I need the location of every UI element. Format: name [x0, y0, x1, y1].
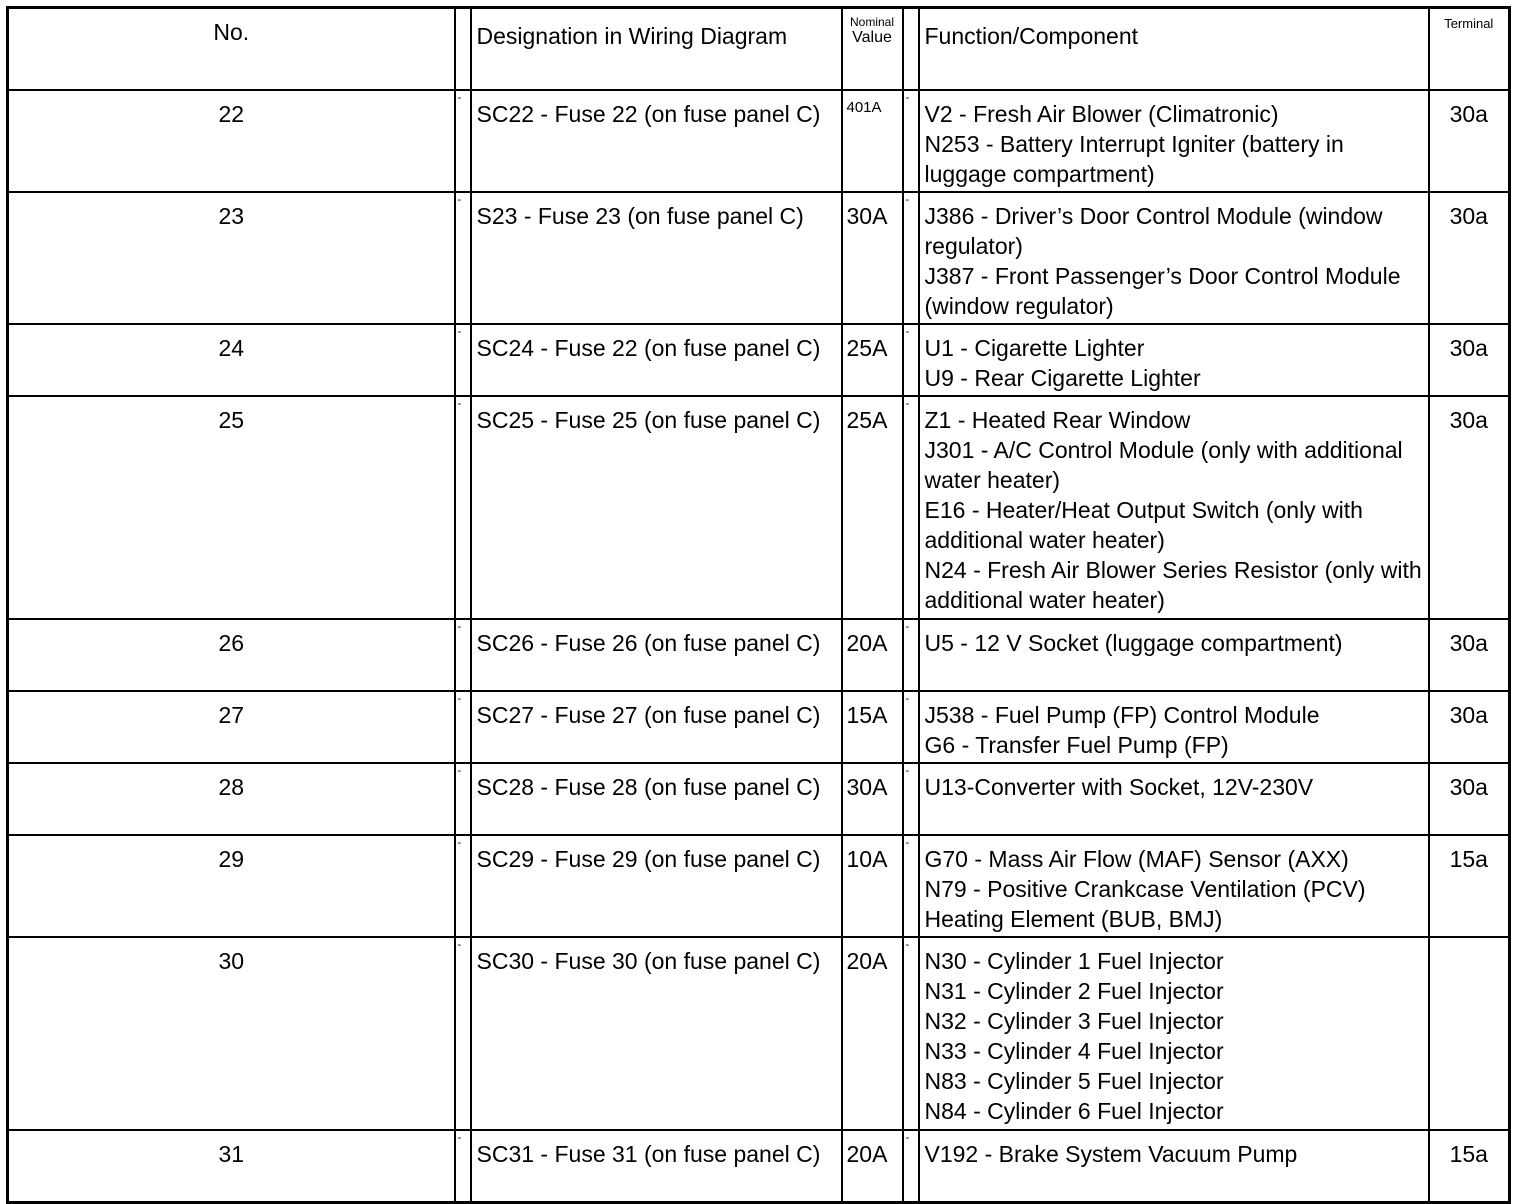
- component-entry: E16 - Heater/Heat Output Switch (only with additional water heater): [924, 497, 1363, 553]
- tick-mark: -: [457, 326, 462, 338]
- spacer-cell: [903, 835, 919, 937]
- component-entry: U13-Converter with Socket, 12V-230V: [924, 774, 1314, 800]
- tick-mark: -: [905, 939, 910, 951]
- fuse-number: 25: [8, 396, 455, 619]
- tick-mark: -: [905, 621, 910, 633]
- spacer-cell: [455, 835, 471, 937]
- terminal-cell: 30a: [1429, 396, 1510, 619]
- fuse-number: 29: [8, 835, 455, 937]
- fuse-number: 30: [8, 937, 455, 1130]
- fuse-number: 23: [8, 192, 455, 324]
- designation-cell: SC28 - Fuse 28 (on fuse panel C): [471, 763, 842, 835]
- tick-mark: -: [457, 398, 462, 410]
- spacer-cell: [903, 1130, 919, 1202]
- header-nominal-line2: Value: [852, 29, 892, 46]
- spacer-cell: [455, 763, 471, 835]
- component-entry: N33 - Cylinder 4 Fuel Injector: [924, 1038, 1224, 1064]
- function-cell: [919, 619, 1429, 691]
- designation-cell: SC25 - Fuse 25 (on fuse panel C): [471, 396, 842, 619]
- table-row: [8, 396, 1510, 619]
- spacer-cell: [903, 619, 919, 691]
- tick-mark: -: [905, 398, 910, 410]
- header-no: No.: [8, 8, 455, 91]
- spacer-cell: [455, 937, 471, 1130]
- tick-mark: -: [457, 939, 462, 951]
- header-nominal-value: [842, 8, 903, 91]
- designation-cell: SC30 - Fuse 30 (on fuse panel C): [471, 937, 842, 1130]
- spacer-cell: [903, 396, 919, 619]
- component-entry: Z1 - Heated Rear Window: [924, 407, 1191, 433]
- designation-cell: S23 - Fuse 23 (on fuse panel C): [471, 192, 842, 324]
- tick-mark: -: [457, 1132, 462, 1144]
- spacer-cell: [455, 192, 471, 324]
- fuse-table: [6, 6, 1511, 1204]
- nominal-value-cell: 10A: [842, 835, 903, 937]
- spacer-cell: [903, 324, 919, 396]
- designation-cell: SC31 - Fuse 31 (on fuse panel C): [471, 1130, 842, 1202]
- designation-cell: SC24 - Fuse 22 (on fuse panel C): [471, 324, 842, 396]
- header-nominal-line1: Nominal: [849, 15, 894, 29]
- function-cell: [919, 763, 1429, 835]
- terminal-cell: 30a: [1429, 192, 1510, 324]
- nominal-value-cell: 20A: [842, 619, 903, 691]
- component-entry: N253 - Battery Interrupt Igniter (battery in luggage compartment): [924, 131, 1344, 187]
- tick-mark: -: [905, 693, 910, 705]
- tick-mark: -: [457, 621, 462, 633]
- component-entry: N31 - Cylinder 2 Fuel Injector: [924, 978, 1224, 1004]
- component-entry: J386 - Driver’s Door Control Module (window regulator): [924, 203, 1383, 259]
- component-entry: J538 - Fuel Pump (FP) Control Module: [924, 702, 1320, 728]
- component-entry: V192 - Brake System Vacuum Pump: [924, 1141, 1298, 1167]
- fuse-number: 22: [8, 90, 455, 192]
- fuse-number: 31: [8, 1130, 455, 1202]
- spacer-cell: [455, 324, 471, 396]
- nominal-value-cell: 15A: [842, 691, 903, 763]
- nominal-value-cell: 30A: [842, 192, 903, 324]
- spacer-cell: [455, 396, 471, 619]
- nominal-value-cell: 20A: [842, 1130, 903, 1202]
- function-cell: [919, 396, 1429, 619]
- spacer-cell: [455, 691, 471, 763]
- tick-mark: -: [457, 765, 462, 777]
- component-entry: N24 - Fresh Air Blower Series Resistor (only with additional water heater): [924, 557, 1422, 613]
- tick-mark: -: [457, 837, 462, 849]
- fuse-number: 24: [8, 324, 455, 396]
- table-row: [8, 90, 1510, 192]
- fuse-number: 28: [8, 763, 455, 835]
- spacer-cell: [455, 1130, 471, 1202]
- designation-cell: SC26 - Fuse 26 (on fuse panel C): [471, 619, 842, 691]
- designation-cell: SC27 - Fuse 27 (on fuse panel C): [471, 691, 842, 763]
- spacer-cell: [903, 192, 919, 324]
- function-cell: [919, 835, 1429, 937]
- component-entry: J387 - Front Passenger’s Door Control Module (window regulator): [924, 263, 1401, 319]
- terminal-cell: 15a: [1429, 1130, 1510, 1202]
- component-entry: N32 - Cylinder 3 Fuel Injector: [924, 1008, 1224, 1034]
- component-entry: G70 - Mass Air Flow (MAF) Sensor (AXX): [924, 846, 1349, 872]
- spacer-cell: [903, 937, 919, 1130]
- table-row: [8, 1130, 1510, 1202]
- tick-mark: -: [905, 765, 910, 777]
- header-terminal: Terminal: [1429, 8, 1510, 91]
- component-entry: U5 - 12 V Socket (luggage compartment): [924, 630, 1343, 656]
- designation-cell: SC29 - Fuse 29 (on fuse panel C): [471, 835, 842, 937]
- terminal-cell: 15a: [1429, 835, 1510, 937]
- table-row: [8, 763, 1510, 835]
- table-row: [8, 324, 1510, 396]
- component-entry: U1 - Cigarette Lighter: [924, 335, 1145, 361]
- designation-cell: SC22 - Fuse 22 (on fuse panel C): [471, 90, 842, 192]
- function-cell: [919, 192, 1429, 324]
- component-entry: N79 - Positive Crankcase Ventilation (PCV) Heating Element (BUB, BMJ): [924, 876, 1366, 932]
- tick-mark: -: [905, 194, 910, 206]
- fuse-number: 27: [8, 691, 455, 763]
- table-header-row: [8, 8, 1510, 91]
- terminal-cell: 30a: [1429, 763, 1510, 835]
- component-entry: J301 - A/C Control Module (only with additional water heater): [924, 437, 1403, 493]
- fuse-number: 26: [8, 619, 455, 691]
- table-row: [8, 835, 1510, 937]
- spacer-cell: [903, 763, 919, 835]
- nominal-value-cell: 25A: [842, 324, 903, 396]
- terminal-cell: 30a: [1429, 90, 1510, 192]
- tick-mark: -: [457, 194, 462, 206]
- spacer-cell: [455, 90, 471, 192]
- tick-mark: -: [457, 92, 462, 104]
- component-entry: V2 - Fresh Air Blower (Climatronic): [924, 101, 1279, 127]
- function-cell: [919, 324, 1429, 396]
- function-cell: [919, 90, 1429, 192]
- spacer-cell: [455, 619, 471, 691]
- tick-mark: -: [905, 92, 910, 104]
- table-row: [8, 691, 1510, 763]
- table-row: [8, 619, 1510, 691]
- terminal-cell: 30a: [1429, 691, 1510, 763]
- function-cell: [919, 1130, 1429, 1202]
- function-cell: [919, 691, 1429, 763]
- header-function: Function/Component: [919, 8, 1429, 91]
- component-entry: U9 - Rear Cigarette Lighter: [924, 365, 1201, 391]
- table-row: [8, 192, 1510, 324]
- function-cell: [919, 937, 1429, 1130]
- header-designation: Designation in Wiring Diagram: [471, 8, 842, 91]
- spacer-cell: [903, 691, 919, 763]
- nominal-value-cell: 401A: [842, 90, 903, 192]
- tick-mark: -: [905, 837, 910, 849]
- tick-mark: -: [905, 326, 910, 338]
- tick-mark: -: [905, 1132, 910, 1144]
- nominal-value-cell: 30A: [842, 763, 903, 835]
- component-entry: N83 - Cylinder 5 Fuel Injector: [924, 1068, 1224, 1094]
- terminal-cell: 30a: [1429, 619, 1510, 691]
- component-entry: G6 - Transfer Fuel Pump (FP): [924, 732, 1229, 758]
- terminal-cell: 30a: [1429, 324, 1510, 396]
- tick-mark: -: [457, 693, 462, 705]
- terminal-cell: [1429, 937, 1510, 1130]
- table-row: [8, 937, 1510, 1130]
- nominal-value-cell: 20A: [842, 937, 903, 1130]
- header-spacer: [455, 8, 471, 91]
- header-spacer: [903, 8, 919, 91]
- component-entry: N30 - Cylinder 1 Fuel Injector: [924, 948, 1224, 974]
- spacer-cell: [903, 90, 919, 192]
- component-entry: N84 - Cylinder 6 Fuel Injector: [924, 1098, 1224, 1124]
- nominal-value-cell: 25A: [842, 396, 903, 619]
